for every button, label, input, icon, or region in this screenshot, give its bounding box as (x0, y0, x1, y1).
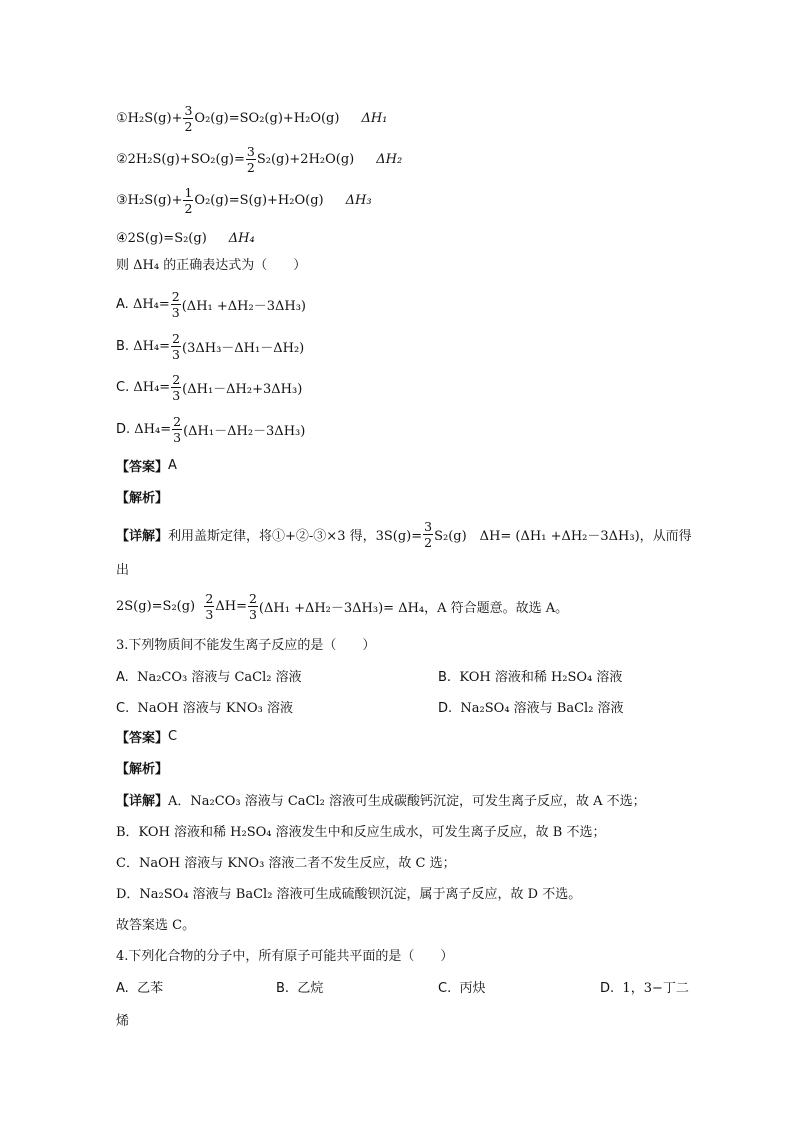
q4-option-d-wrap: 烯 (116, 1013, 130, 1029)
answer-label: 【答案】 (116, 459, 169, 475)
option-b: B. ΔH₄= $\frac{2}{3}$ (3ΔH₃－ΔH₁－ΔH₂) (116, 330, 305, 362)
answer-value: C (168, 728, 178, 744)
fraction: $\frac{2}{3}$ (248, 590, 257, 622)
reaction-1 (116, 98, 387, 138)
detail-q3-line3: C．NaOH 溶液与 KNO₃ 溶液二者不发生反应，故 C 选； (116, 855, 456, 871)
detail-q2-line2: 出 (116, 562, 130, 578)
q4-option-c: C. 丙炔 (438, 981, 486, 996)
q4-option-a: A. 乙苯 (116, 981, 164, 996)
q3-option-c: C. NaOH 溶液与 KNO₃ 溶液 (116, 701, 293, 716)
q4-option-d: D. 1，3−丁二 (600, 981, 689, 996)
enthalpy-1: ΔH₁ (361, 110, 388, 126)
reaction-3-left: ③H₂S(g)+ (116, 192, 183, 208)
fraction: $\frac{2}{3}$ (172, 330, 180, 362)
answer-q2 (116, 450, 177, 480)
detail-q3-line2: B．KOH 溶液和稀 H₂SO₄ 溶液发生中和反应生成水，可发生离子反应，故 B 不选； (116, 824, 606, 840)
reaction-2 (116, 139, 402, 179)
analysis-label: 【解析】 (116, 761, 169, 777)
analysis-q3 (116, 752, 168, 782)
option-a: A. ΔH₄= $\frac{2}{3}$ (ΔH₁ +ΔH₂－3ΔH₃) (116, 288, 306, 320)
answer-label: 【答案】 (116, 730, 169, 746)
fraction: $\frac{2}{3}$ (172, 371, 181, 403)
detail-q2-line3: 2S(g)=S₂(g) $\frac{2}{3}$ ΔH= $\frac{2}{3}$ (ΔH₁ +ΔH₂－3ΔH₃)= ΔH₄，A 符合题意。故选 A。 (116, 590, 569, 622)
fraction: $\frac{2}{3}$ (205, 590, 214, 622)
option-d: D. ΔH₄= $\frac{2}{3}$ (ΔH₁－ΔH₂－3ΔH₃) (116, 413, 306, 445)
reaction-2-right: S₂(g)+2H₂O(g) (256, 151, 355, 167)
enthalpy-3: ΔH₃ (345, 192, 372, 208)
q3-option-a: A. Na₂CO₃ 溶液与 CaCl₂ 溶液 (116, 670, 302, 685)
fraction: $\frac{2}{3}$ (173, 413, 182, 445)
q3-option-b: B. KOH 溶液和稀 H₂SO₄ 溶液 (438, 670, 623, 685)
reaction-1-left: ①H₂S(g)+ (116, 110, 183, 126)
fraction: $\frac{1}{2}$ (184, 184, 193, 216)
detail-q3-line1: 【详解】 A．Na₂CO₃ 溶液与 CaCl₂ 溶液可生成碳酸钙沉淀，可发生离子反应，故 A 不选； (116, 784, 646, 814)
detail-q3-line4: D．Na₂SO₄ 溶液与 BaCl₂ 溶液可生成硫酸钡沉淀，属于离子反应，故 D 不选。 (116, 886, 582, 902)
reaction-3-right: O₂(g)=S(g)+H₂O(g) (194, 192, 324, 208)
analysis-q2 (116, 481, 168, 511)
fraction: $\frac{3}{2}$ (424, 518, 433, 550)
reaction-2-left: ②2H₂S(g)+SO₂(g)= (116, 151, 245, 167)
enthalpy-2: ΔH₂ (376, 151, 403, 167)
reaction-3 (116, 180, 372, 220)
q3-option-d: D. Na₂SO₄ 溶液与 BaCl₂ 溶液 (438, 701, 624, 716)
detail-label: 【详解】 (116, 793, 169, 809)
reaction-1-right: O₂(g)=SO₂(g)+H₂O(g) (194, 110, 340, 126)
question-stem-3: 3.下列物质间不能发生离子反应的是（ ） (116, 637, 376, 653)
answer-q3 (116, 721, 177, 751)
question-stem-4: 4.下列化合物的分子中，所有原子可能共平面的是（ ） (116, 948, 454, 964)
fraction: $\frac{3}{2}$ (184, 102, 193, 134)
fraction: $\frac{3}{2}$ (246, 143, 255, 175)
fraction: $\frac{2}{3}$ (171, 288, 180, 320)
enthalpy-4: ΔH₄ (228, 230, 255, 246)
question-stem-2: 则 ΔH₄ 的正确表达式为（ ） (116, 257, 307, 273)
analysis-label: 【解析】 (116, 490, 169, 506)
q4-option-b: B. 乙烷 (276, 981, 324, 996)
answer-value: A (168, 457, 177, 473)
reaction-4-text: ④2S(g)=S₂(g) (116, 230, 207, 246)
option-c: C. ΔH₄= $\frac{2}{3}$ (ΔH₁－ΔH₂+3ΔH₃) (116, 371, 303, 403)
conclusion-q3: 故答案选 C。 (116, 917, 196, 933)
detail-label: 【详解】 (116, 528, 169, 544)
detail-q2-line1: 【详解】 利用盖斯定律，将①+②-③×3 得，3S(g)= $\frac{3}{2}$ S₂(g) ΔH= (ΔH₁ +ΔH₂－3ΔH₃)，从而得 (116, 518, 692, 550)
